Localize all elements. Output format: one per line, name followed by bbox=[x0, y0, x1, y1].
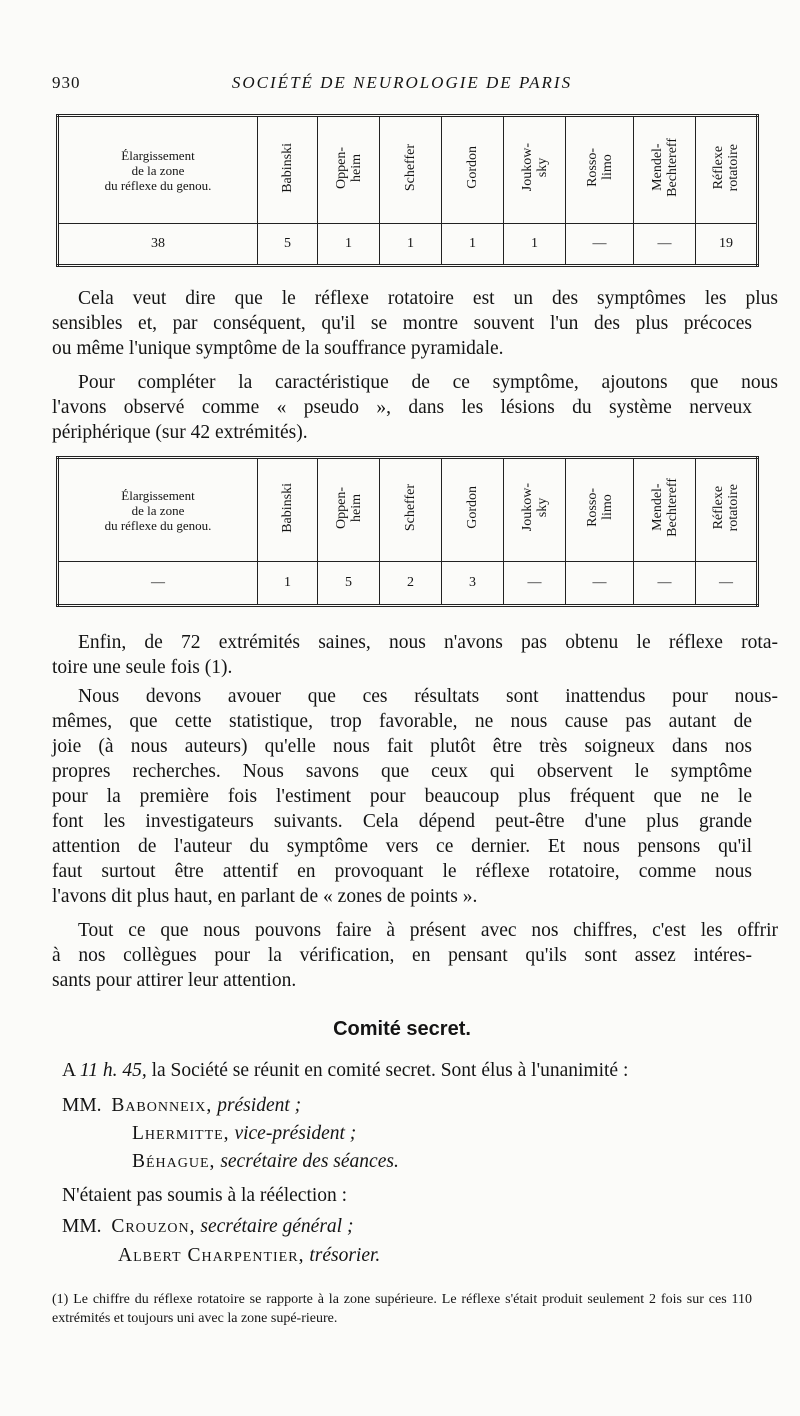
intro-text: la Société se réunit en comité secret. Sont élus à l'unanimité : bbox=[151, 1060, 629, 1081]
column-header-label: Mendel- Bechtereff bbox=[649, 138, 680, 197]
intro-a: A bbox=[62, 1060, 76, 1081]
column-header-label: Scheffer bbox=[403, 483, 418, 532]
column-header-label: Joukow- sky bbox=[519, 143, 550, 192]
text-line: mêmes, que cette statistique, trop favorable, ne nous cause pas autant de bbox=[52, 711, 752, 732]
column-header bbox=[696, 116, 758, 224]
column-header-label: Réflexe rotatoire bbox=[711, 143, 741, 192]
member-name: Babonneix, bbox=[111, 1095, 213, 1116]
statistics-table-2 bbox=[56, 456, 759, 607]
running-title: SOCIÉTÉ DE NEUROLOGIE DE PARIS bbox=[231, 73, 573, 92]
column-header bbox=[442, 116, 504, 224]
table-cell: — bbox=[504, 562, 566, 606]
paragraph bbox=[52, 395, 752, 445]
meeting-time: 11 h. 45, bbox=[79, 1060, 147, 1081]
column-header-label: Scheffer bbox=[403, 143, 418, 192]
column-header bbox=[318, 458, 380, 562]
table-cell: — bbox=[58, 562, 258, 606]
table-cell: 1 bbox=[258, 562, 318, 606]
table-cell: 1 bbox=[504, 224, 566, 266]
column-header-label: Rosso- limo bbox=[584, 148, 615, 187]
running-header bbox=[52, 73, 752, 99]
column-header-label: Réflexe rotatoire bbox=[711, 483, 741, 532]
text-line: toire une seule fois (1). bbox=[52, 657, 233, 678]
column-header bbox=[504, 458, 566, 562]
column-header bbox=[318, 116, 380, 224]
table-cell: — bbox=[566, 562, 634, 606]
column-header-label: Rosso- limo bbox=[584, 488, 615, 527]
paragraph bbox=[52, 311, 752, 361]
text-line: à nos collègues pour la vérification, en pensant qu'ils sont assez intéres- bbox=[52, 945, 752, 966]
column-header-label: Gordon bbox=[465, 146, 480, 189]
column-header bbox=[258, 116, 318, 224]
column-header-label: Babinski bbox=[280, 142, 295, 193]
table-cell: 38 bbox=[58, 224, 258, 266]
paragraph bbox=[52, 709, 752, 909]
column-header-label: Gordon bbox=[465, 486, 480, 529]
paragraph bbox=[52, 655, 752, 680]
mm-label: MM. bbox=[62, 1216, 102, 1237]
column-header bbox=[380, 458, 442, 562]
column-header bbox=[566, 116, 634, 224]
table-cell: — bbox=[634, 224, 696, 266]
table-row bbox=[58, 562, 758, 606]
text-line: l'avons observé comme « pseudo », dans les lésions du système nerveux bbox=[52, 397, 752, 418]
text-line: joie (à nous auteurs) qu'elle nous fait plutôt être très soigneux dans nos bbox=[52, 736, 752, 757]
column-header bbox=[634, 458, 696, 562]
column-header-label: Joukow- sky bbox=[519, 483, 550, 532]
page-number: 930 bbox=[52, 73, 81, 92]
member-role: secrétaire général ; bbox=[200, 1216, 354, 1237]
table-header-row bbox=[58, 116, 758, 224]
member-name: Lhermitte, bbox=[132, 1123, 230, 1144]
table-cell: 5 bbox=[258, 224, 318, 266]
text-line: Cela veut dire que le réflexe rotatoire est un des symptômes les plus bbox=[78, 288, 778, 309]
table-cell: 19 bbox=[696, 224, 758, 266]
lead-header-text: Élargissement de la zone du réflexe du genou. bbox=[104, 147, 212, 193]
table-cell: 1 bbox=[380, 224, 442, 266]
member-name: Albert Charpentier, bbox=[118, 1245, 305, 1266]
table-cell: — bbox=[634, 562, 696, 606]
text-line: l'avons dit plus haut, en parlant de « zones de points ». bbox=[52, 886, 478, 907]
member-role: trésorier. bbox=[309, 1245, 381, 1266]
text-line: attention de l'auteur du symptôme vers ce dernier. Et nous pensons qu'il bbox=[52, 836, 752, 857]
elected-member-3 bbox=[132, 1149, 399, 1175]
lead-header-text: Élargissement de la zone du réflexe du genou. bbox=[104, 487, 212, 533]
column-header-label: Mendel- Bechtereff bbox=[649, 478, 680, 537]
text-line: faut surtout être attentif en provoquant le réflexe rotatoire, comme nous bbox=[52, 861, 752, 882]
table-cell: 1 bbox=[442, 224, 504, 266]
text-line: pour la première fois l'estiment pour beaucoup plus fréquent que ne le bbox=[52, 786, 752, 807]
column-header-label: Oppen- heim bbox=[333, 146, 364, 189]
text-line: Tout ce que nous pouvons faire à présent avec nos chiffres, c'est les offrir bbox=[78, 920, 778, 941]
column-header bbox=[696, 458, 758, 562]
elected-member-1 bbox=[62, 1093, 301, 1119]
member-name: Crouzon, bbox=[111, 1216, 196, 1237]
text-line: font les investigateurs suivants. Cela dépend peut-être d'une plus grande bbox=[52, 811, 752, 832]
committee-intro bbox=[62, 1058, 628, 1084]
paragraph bbox=[52, 684, 778, 709]
footnote: (1) Le chiffre du réflexe rotatoire se rapporte à la zone supérieure. Le réflexe s'était produit seulement 2 fois sur ces 110 extrémités et toujours uni avec la zone supé-rieure. bbox=[52, 1292, 752, 1326]
other-member-1 bbox=[62, 1214, 353, 1240]
column-header-label: Oppen- heim bbox=[333, 486, 364, 529]
member-role: secrétaire des séances. bbox=[220, 1151, 399, 1172]
statistics-table-1 bbox=[56, 114, 759, 267]
member-role: vice-président ; bbox=[234, 1123, 357, 1144]
column-header bbox=[566, 458, 634, 562]
member-name: Béhague, bbox=[132, 1151, 216, 1172]
section-heading: Comité secret. bbox=[333, 1018, 471, 1040]
table-row bbox=[58, 224, 758, 266]
column-header bbox=[442, 458, 504, 562]
column-header bbox=[380, 116, 442, 224]
table-header-row bbox=[58, 458, 758, 562]
text-line: sants pour attirer leur attention. bbox=[52, 970, 297, 991]
text-line: sensibles et, par conséquent, qu'il se montre souvent l'un des plus précoces bbox=[52, 313, 752, 334]
text-line: propres recherches. Nous savons que ceux qui observent le symptôme bbox=[52, 761, 752, 782]
column-header-label: Babinski bbox=[280, 482, 295, 533]
text-line: Nous devons avouer que ces résultats sont inattendus pour nous- bbox=[78, 686, 778, 707]
member-role: président ; bbox=[217, 1095, 302, 1116]
lead-header-cell bbox=[58, 116, 258, 224]
lead-header-cell bbox=[58, 458, 258, 562]
table-cell: 2 bbox=[380, 562, 442, 606]
elected-member-2 bbox=[132, 1121, 356, 1147]
text-line: périphérique (sur 42 extrémités). bbox=[52, 422, 308, 443]
not-resubmitted-note: N'étaient pas soumis à la réélection : bbox=[62, 1185, 348, 1206]
other-member-2 bbox=[118, 1243, 380, 1269]
text-line: Enfin, de 72 extrémités saines, nous n'avons pas obtenu le réflexe rota- bbox=[78, 632, 778, 653]
column-header bbox=[634, 116, 696, 224]
paragraph bbox=[52, 918, 778, 943]
table-cell: — bbox=[566, 224, 634, 266]
table-cell: 5 bbox=[318, 562, 380, 606]
mm-label: MM. bbox=[62, 1095, 102, 1116]
paragraph bbox=[52, 630, 778, 655]
paragraph bbox=[52, 370, 778, 395]
paragraph bbox=[52, 943, 752, 993]
table-cell: — bbox=[696, 562, 758, 606]
text-line: Pour compléter la caractéristique de ce symptôme, ajoutons que nous bbox=[78, 372, 778, 393]
table-cell: 1 bbox=[318, 224, 380, 266]
paragraph bbox=[52, 286, 778, 311]
column-header bbox=[504, 116, 566, 224]
column-header bbox=[258, 458, 318, 562]
table-cell: 3 bbox=[442, 562, 504, 606]
text-line: ou même l'unique symptôme de la souffrance pyramidale. bbox=[52, 338, 504, 359]
